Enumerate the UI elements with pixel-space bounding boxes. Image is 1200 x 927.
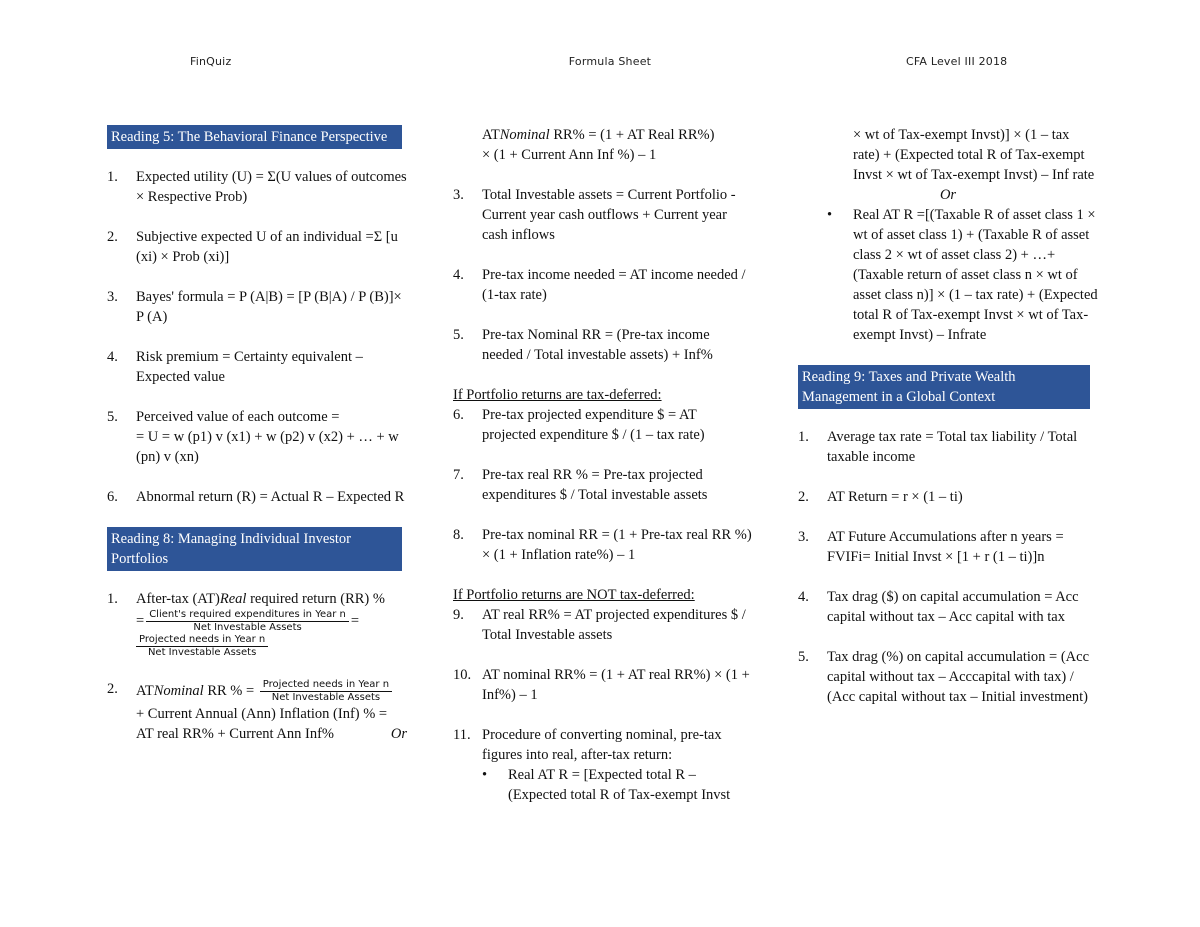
bullet-text: Real AT R = [Expected total R – (Expected total R of Tax-exempt Invst [508,767,731,803]
formula-item [107,487,407,507]
formula-continuation [482,125,753,165]
item-text-italic: Nominal [499,127,550,143]
formula-item [107,679,407,744]
item-text-part: AT [136,682,154,699]
item-text [482,125,753,165]
item-text [136,679,407,744]
item-text-line2: = U = w (p1) v (x1) + w (p2) v (x2) + … + w (pn) v (xn) [136,429,399,465]
fraction-denominator: Net Investable Assets [147,647,257,658]
item-number: 1. [107,591,118,607]
item-number: 1. [798,429,809,445]
formula-item [798,587,1098,627]
formula-item [798,647,1098,707]
fraction-numerator: Projected needs in Year n [136,634,268,647]
item-number: 6. [453,407,464,423]
item-text-part: RR% = (1 + AT Real RR%) [549,127,715,143]
formula-continuation: × wt of Tax-exempt Invst)] × (1 – tax rate) + (Expected total R of Tax-exempt Invst × wt of Tax-exempt Invst) – Inf rate [853,127,1095,183]
formula-item [798,487,1098,507]
formula-item [107,287,407,327]
fraction-numerator: Projected needs in Year n [260,679,392,692]
item-text-italic: Nominal [153,682,204,699]
item-text: Pre-tax real RR % = Pre-tax projected expenditures $ / Total investable assets [482,467,708,503]
header-left: FinQuiz [190,55,232,68]
item-text: Total Investable assets = Current Portfolio -Current year cash outflows + Current year cash inflows [482,187,736,243]
item-number: 2. [107,229,118,245]
item-number: 3. [798,529,809,545]
formula-item [453,185,753,245]
formula-item [453,605,753,645]
formula-item [798,527,1098,567]
formula-item [107,407,407,467]
item-number: 2. [798,489,809,505]
item-number: 4. [107,349,118,365]
item-text: Pre-tax income needed = AT income needed / (1-tax rate) [482,267,746,303]
item-number: 9. [453,607,464,623]
formula-item [107,167,407,207]
column-2 [453,125,753,805]
item-text-part: AT [482,127,500,143]
bullet-dot-icon: • [827,207,833,223]
item-text [136,407,407,467]
item-text: Pre-tax nominal RR = (1 + Pre-tax real RR %) × (1 + Inflation rate%) – 1 [482,527,752,563]
formula-item [107,227,407,267]
item-number: 3. [107,289,118,305]
item-text: Average tax rate = Total tax liability / Total taxable income [827,429,1078,465]
formula-item [107,589,407,659]
item-number: 4. [798,589,809,605]
header-right: CFA Level III 2018 [906,55,1008,68]
item-text-italic: Real [219,591,247,607]
item-number: 3. [453,187,464,203]
item-number: 1. [107,169,118,185]
item-text-part: required return (RR) % [246,591,385,607]
item-text: Pre-tax projected expenditure $ = AT projected expenditure $ / (1 – tax rate) [482,407,705,443]
bullet-item [827,205,1098,345]
formula-item [798,427,1098,467]
item-text-part: RR % = [203,682,255,699]
bullet-item [482,765,753,805]
item-number: 7. [453,467,464,483]
fraction-denominator: Net Investable Assets [193,622,302,633]
item-text: Procedure of converting nominal, pre-tax figures into real, after-tax return: [482,727,722,763]
or-label: Or [390,726,407,742]
item-text: AT nominal RR% = (1 + AT real RR%) × (1 + Inf%) – 1 [482,667,750,703]
column-1 [107,125,407,764]
header-center: Formula Sheet [568,55,652,68]
item-number: 6. [107,489,118,505]
item-number: 5. [453,327,464,343]
item-text: Expected utility (U) = Σ(U values of outcomes × Respective Prob) [136,169,407,205]
item-number: 8. [453,527,464,543]
item-text-line1: Perceived value of each outcome = [136,409,340,425]
item-text: Tax drag (%) on capital accumulation = (Acc capital without tax – Acccapital with tax) / (Acc capital without tax – Initial investment) [827,649,1090,705]
fraction-numerator: Client's required expenditures in Year n [146,609,349,622]
bullet-text: Real AT R =[(Taxable R of asset class 1 × wt of asset class 1) + (Taxable R of asset class 2 × wt of asset class 2) + …+ (Taxable return of asset class n × wt of asset class n)] × (1 – tax rate) + (Expected total R of Tax-exempt Invst × wt of Tax-exempt Invst) – Infrate [853,207,1098,343]
item-number: 2. [107,681,118,697]
item-text: AT Future Accumulations after n years = FVIFi= Initial Invst × [1 + r (1 – ti)]n [827,529,1064,565]
item-text: Pre-tax Nominal RR = (Pre-tax income needed / Total investable assets) + Inf% [482,327,713,363]
fraction [260,679,392,704]
fraction-denominator: Net Investable Assets [271,692,381,703]
formula-item [453,405,753,445]
item-number: 4. [453,267,464,283]
item-text: Risk premium = Certainty equivalent – Expected value [136,349,363,385]
bullet-dot-icon: • [482,767,488,783]
item-text: Abnormal return (R) = Actual R – Expected R [136,489,405,505]
item-text-line2: × (1 + Current Ann Inf %) – 1 [482,147,657,163]
item-text: Tax drag ($) on capital accumulation = Acc capital without tax – Acc capital with tax [827,589,1079,625]
item-number: 10. [453,667,472,683]
or-label: Or [939,187,957,203]
item-text-part: After-tax (AT) [136,591,220,607]
formula-item [453,325,753,365]
column-3 [798,125,1098,727]
item-number: 11. [453,727,471,743]
item-number: 5. [107,409,118,425]
formula-item [453,665,753,705]
formula-item [107,347,407,387]
not-tax-deferred-heading: If Portfolio returns are NOT tax-deferred: [453,587,695,603]
item-number: 5. [798,649,809,665]
reading-8-heading: Reading 8: Managing Individual Investor Portfolios [107,527,402,571]
formula-item [453,465,753,505]
item-text: After-tax (AT)Real required return (RR) % = $\frac{\text{Client's required expenditures in Year n}}{\text{Net Investable Assets}}$ = $\frac{\text{Projected needs in Year n}}{\text{Net Investable Assets}}$ [136,591,385,658]
reading-5-heading: Reading 5: The Behavioral Finance Perspective [107,125,402,149]
item-text: AT Return = r × (1 – ti) [827,489,963,505]
tax-deferred-heading: If Portfolio returns are tax-deferred: [453,387,662,403]
item-text: Bayes' formula = P (A|B) = [P (B|A) / P (B)]× P (A) [136,289,402,325]
reading-9-heading: Reading 9: Taxes and Private Wealth Management in a Global Context [798,365,1090,409]
formula-item [453,265,753,305]
item-text: AT real RR% = AT projected expenditures $ / Total Investable assets [482,607,746,643]
fraction [146,609,349,634]
formula-item [453,725,753,765]
item-text-rest: + Current Annual (Ann) Inflation (Inf) % = AT real RR% + Current Ann Inf% [136,706,388,742]
formula-item [453,525,753,565]
fraction [136,634,268,659]
item-text: Subjective expected U of an individual =Σ [u (xi) × Prob (xi)] [136,229,398,265]
